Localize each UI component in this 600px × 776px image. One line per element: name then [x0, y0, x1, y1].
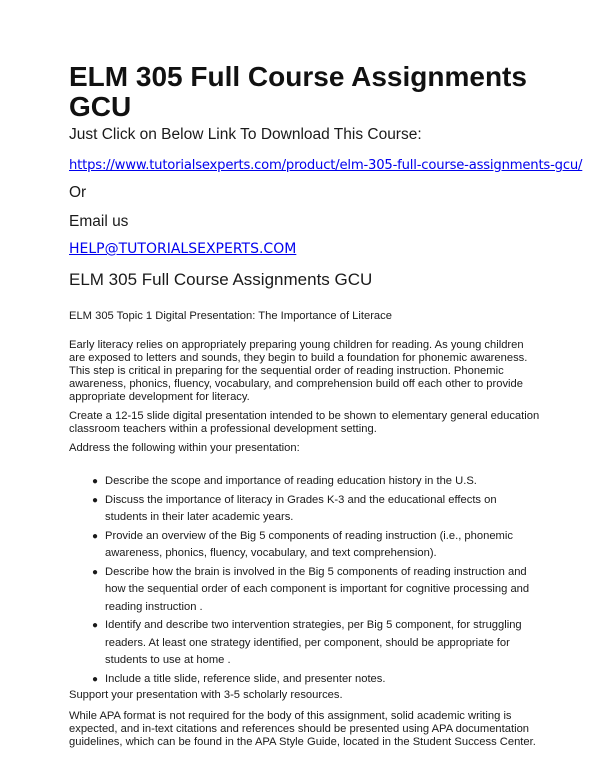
list-item: ● Provide an overview of the Big 5 components of reading instruction (i.e., phonemic awareness, phonics, fluency, vocabulary, and text comprehension). — [92, 529, 513, 559]
list-item: ● Describe the scope and importance of reading education history in the U.S. — [105, 473, 540, 491]
requirements-list — [69, 473, 540, 688]
list-item: ● Discuss the importance of literacy in Grades K-3 and the educational effects on students in their later academic years. — [92, 493, 497, 523]
closing-paragraph: While APA format is not required for the body of this assignment, solid academic writing is expected, and in-text citations and references should be presented using APA documentation guidelines, which can be found in the APA Style Guide, located in the Student Success Center. — [69, 710, 536, 748]
topic-heading: ELM 305 Topic 1 Digital Presentation: The Importance of Literace — [69, 310, 392, 322]
bullet-icon: ● — [92, 476, 99, 487]
page-title: ELM 305 Full Course Assignments GCU — [69, 61, 527, 122]
bullet-icon: ● — [92, 673, 99, 685]
list-item: ● Include a title slide, reference slide, and presenter notes. — [105, 671, 540, 689]
email-link[interactable]: HELP@TUTORIALSEXPERTS.COM — [69, 241, 297, 257]
list-item: ● Identify and describe two intervention strategies, per Big 5 component, for struggling readers. At least one strategy identified, per component, should be appropriate for students to use at home . — [92, 619, 522, 666]
download-link[interactable]: https://www.tutorialsexperts.com/product/elm-305-full-course-assignments-gcu/ — [69, 158, 583, 173]
intro-text: Just Click on Below Link To Download This Course: — [69, 126, 422, 143]
bullet-icon: ● — [92, 620, 99, 631]
paragraph: Address the following within your presentation: — [69, 442, 300, 454]
subtitle: ELM 305 Full Course Assignments GCU — [69, 270, 373, 289]
list-item: ● Describe how the brain is involved in the Big 5 components of reading instruction and how the sequential order of each component is important for cognitive processing and reading instruction . — [92, 565, 530, 613]
email-label: Email us — [69, 213, 129, 230]
bullet-icon: ● — [92, 530, 99, 542]
paragraph: Early literacy relies on appropriately preparing young children for reading. As young children are exposed to letters and sounds, they begin to build a foundation for phonemic awareness. This step is critical in preparing for the sequential order of reading instruction. Phonemic awareness, phonics, fluency, vocabulary, and comprehension build off each other to provide appropriate development for literacy. — [69, 339, 528, 403]
bullet-icon: ● — [92, 566, 99, 578]
or-text: Or — [69, 184, 87, 201]
paragraph: Create a 12-15 slide digital presentation intended to be shown to elementary general education classroom teachers within a professional development setting. — [69, 410, 540, 435]
bullet-icon: ● — [92, 494, 99, 506]
support-text: Support your presentation with 3-5 scholarly resources. — [69, 689, 343, 701]
